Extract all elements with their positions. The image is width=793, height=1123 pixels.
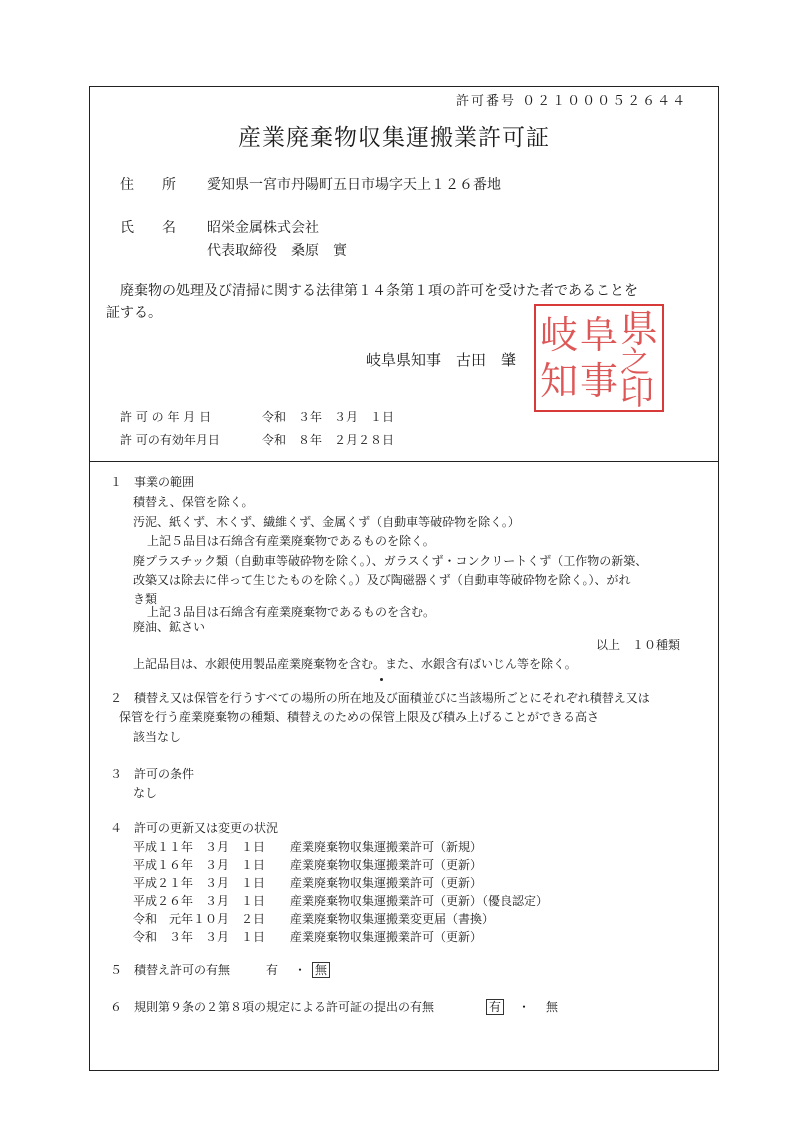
history-date: 平成２１年 ３月 １日 <box>133 876 266 890</box>
history-desc: 産業廃棄物収集運搬業変更届（書換） <box>290 912 495 926</box>
address-label: 住 所 <box>120 177 176 193</box>
section-2-heading: ２ 積替え又は保管を行うすべての場所の所在地及び面積並びに当該場所ごとにそれぞれ積替え又は <box>110 691 650 705</box>
section-5-heading: ５ 積替え許可の有無 <box>110 963 231 977</box>
seal-char: 知 <box>540 359 579 403</box>
seal-char: 阜 <box>580 313 619 357</box>
company-name: 昭栄金属株式会社 <box>207 220 319 236</box>
scope-line: 上記３品目は石綿含有産業廃棄物であるものを含む。 <box>147 605 436 619</box>
section-divider <box>89 461 719 462</box>
scope-line: 廃プラスチック類（自動車等破砕物を除く。）、ガラスくず・コンクリートくず（工作物の新築、 <box>133 554 648 568</box>
history-date: 平成１６年 ３月 １日 <box>133 858 266 872</box>
valid-date-label: 許 可の有効年月日 <box>120 433 220 447</box>
section-6-heading: ６ 規則第９条の２第８項の規定による許可証の提出の有無 <box>110 1000 435 1014</box>
scope-total: 以上 １０種類 <box>596 638 681 652</box>
seal-char: 岐 <box>540 313 579 357</box>
address-value: 愛知県一宮市丹陽町五日市場字天上１２６番地 <box>207 177 501 193</box>
representative-name: 代表取締役 桑原 實 <box>207 243 347 259</box>
transship-sep: ・ <box>294 963 307 977</box>
section-3-heading: ３ 許可の条件 <box>110 767 195 781</box>
permit-date: 令和 ３年 ３月 １日 <box>262 410 395 424</box>
document-title: 産業廃棄物収集運搬業許可証 <box>238 125 550 151</box>
section-2-value: 該当なし <box>133 730 182 744</box>
transship-no-selected: 無 <box>312 962 330 978</box>
scope-line: き類 <box>133 592 158 606</box>
permit-date-label: 許 可 の 年 月 日 <box>120 410 212 424</box>
valid-date: 令和 ８年 ２月２８日 <box>262 433 395 447</box>
section-3-value: なし <box>133 786 158 800</box>
certification-line-2: 証する。 <box>106 305 162 321</box>
section-1-heading: １ 事業の範囲 <box>110 475 195 489</box>
section-4-heading: ４ 許可の更新又は変更の状況 <box>110 821 279 835</box>
submission-yes-selected: 有 <box>486 999 504 1015</box>
issuer-name: 岐阜県知事 古田 肇 <box>366 351 517 369</box>
history-date: 平成２６年 ３月 １日 <box>133 894 266 908</box>
permit-number: 許可番号 ０２１０００５２６４４ <box>456 94 688 109</box>
history-date: 令和 元年１０月 ２日 <box>133 912 266 926</box>
history-date: 令和 ３年 ３月 １日 <box>133 930 266 944</box>
transship-yes: 有 <box>266 963 279 977</box>
stray-dot <box>380 678 383 681</box>
section-2-heading-cont: 保管を行う産業廃棄物の種類、積替えのための保管上限及び積み上げることができる高さ <box>119 710 600 724</box>
history-date: 平成１１年 ３月 １日 <box>133 840 266 854</box>
seal-char: 県 <box>620 307 659 351</box>
scope-line: 廃油、鉱さい <box>133 620 206 634</box>
history-desc: 産業廃棄物収集運搬業許可（新規） <box>290 840 483 854</box>
scope-line: 積替え、保管を除く。 <box>133 495 254 509</box>
seal-char: 事 <box>580 359 619 403</box>
history-desc: 産業廃棄物収集運搬業許可（更新） <box>290 876 483 890</box>
history-desc: 産業廃棄物収集運搬業許可（更新）（優良認定） <box>290 894 549 908</box>
name-label: 氏 名 <box>120 220 176 236</box>
scope-line: 汚泥、紙くず、木くず、繊維くず、金属くず（自動車等破砕物を除く。） <box>133 515 520 529</box>
official-seal <box>534 304 664 412</box>
submission-sep: ・ <box>518 1000 531 1014</box>
scope-line: 上記５品目は石綿含有産業廃棄物であるものを除く。 <box>147 534 435 548</box>
submission-no: 無 <box>546 1000 559 1014</box>
seal-char: 印 <box>620 373 654 413</box>
certification-line-1: 廃棄物の処理及び清掃に関する法律第１４条第１項の許可を受けた者であることを <box>120 283 638 299</box>
seal-char: 之 <box>620 345 650 380</box>
history-desc: 産業廃棄物収集運搬業許可（更新） <box>290 930 483 944</box>
history-desc: 産業廃棄物収集運搬業許可（更新） <box>290 858 483 872</box>
scope-line: 改築又は除去に伴って生じたものを除く。）及び陶磁器くず（自動車等破砕物を除く。）、がれ <box>133 573 631 587</box>
scope-note: 上記品目は、水銀使用製品産業廃棄物を含む。また、水銀含有ばいじん等を除く。 <box>133 657 577 671</box>
